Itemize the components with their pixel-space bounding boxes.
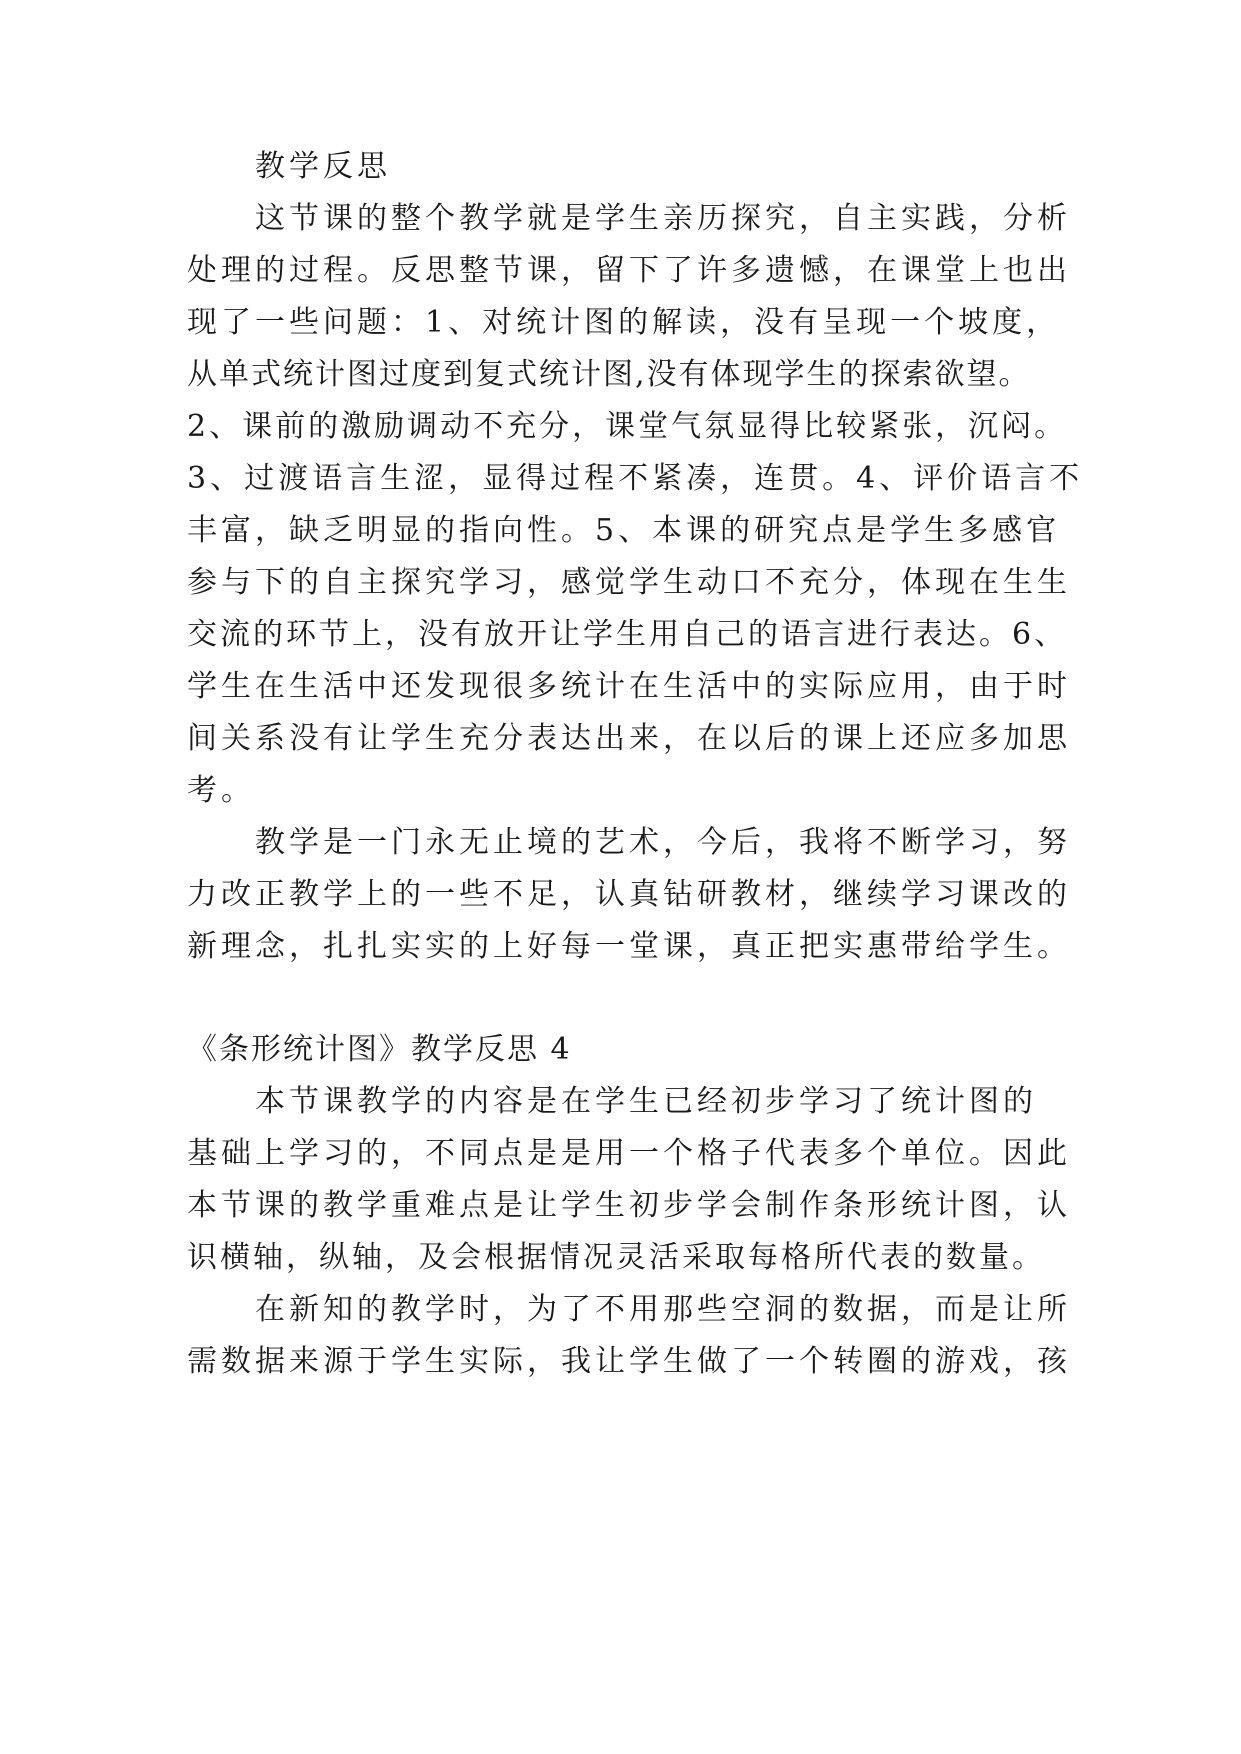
paragraph-line: 从单式统计图过度到复式统计图,没有体现学生的探索欲望。 [187,357,1031,392]
paragraph-line: 学生在生活中还发现很多统计在生活中的实际应用，由于时 [187,669,1071,704]
paragraph-line: 参与下的自主探究学习，感觉学生动口不充分，体现在生生 [187,565,1071,600]
paragraph-line: 3、过渡语言生涩，显得过程不紧凑，连贯。4、评价语言不 [187,461,1084,496]
paragraph-line: 这节课的整个教学就是学生亲历探究，自主实践，分析 [255,201,1071,236]
paragraph-line: 考。 [187,773,255,808]
paragraph-line: 教学是一门永无止境的艺术，今后，我将不断学习，努 [255,825,1071,860]
paragraph-line: 丰富，缺乏明显的指向性。5、本课的研究点是学生多感官 [187,513,1061,548]
paragraph-line: 现了一些问题：1、对统计图的解读，没有呈现一个坡度， [187,305,1061,340]
paragraph-line: 在新知的教学时，为了不用那些空洞的数据，而是让所 [255,1292,1071,1327]
section-title-reflection: 教学反思 [255,149,391,184]
paragraph-line: 本节课教学的内容是在学生已经初步学习了统计图的 [255,1084,1037,1119]
paragraph-line: 力改正教学上的一些不足，认真钻研教材，继续学习课改的 [187,877,1071,912]
paragraph-line: 处理的过程。反思整节课，留下了许多遗憾，在课堂上也出 [187,253,1071,288]
paragraph-line: 新理念，扎扎实实的上好每一堂课，真正把实惠带给学生。 [187,929,1071,964]
paragraph-line: 基础上学习的，不同点是是用一个格子代表多个单位。因此 [187,1136,1071,1171]
paragraph-line: 识横轴，纵轴，及会根据情况灵活采取每格所代表的数量。 [187,1240,1045,1275]
paragraph-line: 交流的环节上，没有放开让学生用自己的语言进行表达。6、 [187,617,1068,652]
paragraph-line: 需数据来源于学生实际，我让学生做了一个转圈的游戏，孩 [187,1344,1071,1379]
paragraph-line: 2、课前的激励调动不充分，课堂气氛显得比较紧张，沉闷。 [187,409,1068,444]
paragraph-line: 间关系没有让学生充分表达出来，在以后的课上还应多加思 [187,721,1071,756]
paragraph-line: 本节课的教学重难点是让学生初步学会制作条形统计图，认 [187,1188,1071,1223]
section-title-bar-chart-reflection: 《条形统计图》教学反思 4 [187,1032,572,1067]
